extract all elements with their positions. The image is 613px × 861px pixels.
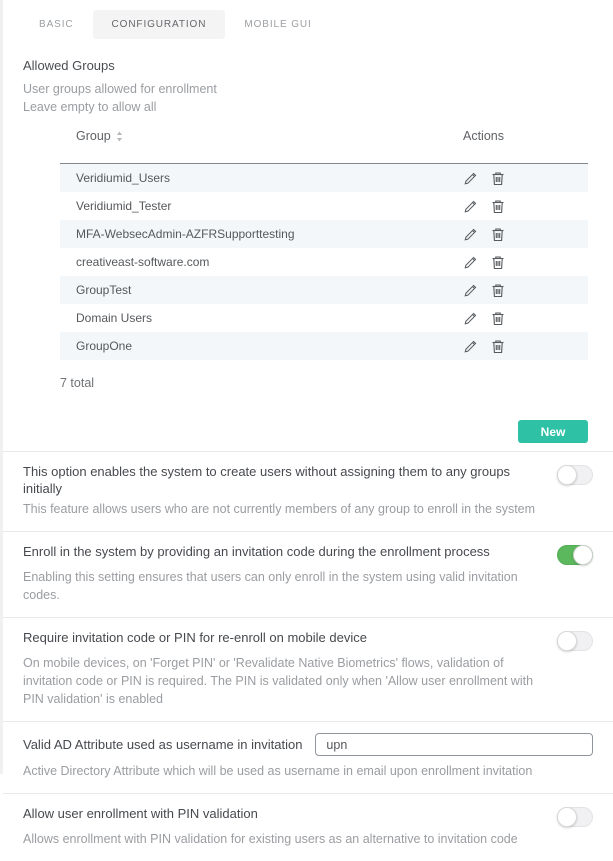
setting-title: Allow user enrollment with PIN validation bbox=[23, 806, 258, 821]
ad-attribute-label: Valid AD Attribute used as username in invitation bbox=[23, 737, 303, 752]
toggle-require-code-or-pin-reenroll[interactable] bbox=[557, 631, 593, 651]
allowed-groups-section bbox=[3, 40, 613, 443]
setting-pin-validation-enrollment bbox=[3, 793, 613, 861]
delete-icon[interactable] bbox=[491, 199, 505, 214]
group-name: Veridiumid_Tester bbox=[76, 199, 172, 213]
toggle-pin-validation-enrollment[interactable] bbox=[557, 807, 593, 827]
tab-basic[interactable]: BASIC bbox=[39, 18, 74, 30]
groups-table-body bbox=[60, 164, 588, 360]
toggle-knob bbox=[557, 465, 577, 485]
group-name: Domain Users bbox=[76, 311, 153, 325]
edit-icon[interactable] bbox=[463, 283, 478, 298]
delete-icon[interactable] bbox=[491, 255, 505, 270]
groups-table bbox=[60, 126, 588, 443]
edit-icon[interactable] bbox=[463, 339, 478, 354]
table-row bbox=[60, 192, 588, 220]
ad-attribute-input[interactable] bbox=[315, 733, 593, 756]
group-name: MFA-WebsecAdmin-AZFRSupporttesting bbox=[76, 227, 295, 241]
setting-title: This option enables the system to create users without assigning them to any groups initially bbox=[23, 464, 511, 496]
delete-icon[interactable] bbox=[491, 227, 505, 242]
setting-description: This feature allows users who are not currently members of any group to enroll in the system bbox=[23, 502, 536, 516]
group-name: GroupOne bbox=[76, 339, 133, 353]
table-row bbox=[60, 304, 588, 332]
delete-icon[interactable] bbox=[491, 339, 505, 354]
edit-icon[interactable] bbox=[463, 255, 478, 270]
delete-icon[interactable] bbox=[491, 171, 505, 186]
setting-title: Require invitation code or PIN for re-enroll on mobile device bbox=[23, 630, 367, 645]
total-count: 7 total bbox=[60, 376, 95, 390]
toggle-invitation-code-enroll[interactable] bbox=[557, 545, 593, 565]
group-name: creativeast-software.com bbox=[76, 255, 210, 269]
table-row bbox=[60, 332, 588, 360]
tab-mobile-gui[interactable]: MOBILE GUI bbox=[244, 18, 312, 30]
table-row bbox=[60, 276, 588, 304]
settings-list bbox=[3, 451, 613, 861]
edit-icon[interactable] bbox=[463, 311, 478, 326]
group-column-label: Group bbox=[76, 129, 111, 143]
group-name: Veridiumid_Users bbox=[76, 171, 171, 185]
table-row bbox=[60, 220, 588, 248]
allowed-groups-title: Allowed Groups bbox=[23, 58, 115, 73]
toggle-knob bbox=[573, 545, 593, 565]
setting-title: Enroll in the system by providing an invitation code during the enrollment process bbox=[23, 544, 490, 559]
setting-description: Enabling this setting ensures that users can only enroll in the system using valid invitation codes. bbox=[23, 570, 518, 602]
allowed-groups-description-2: Leave empty to allow all bbox=[23, 100, 157, 114]
edit-icon[interactable] bbox=[463, 171, 478, 186]
setting-invitation-code-enroll bbox=[3, 531, 613, 617]
setting-description: Allows enrollment with PIN validation for existing users as an alternative to invitation code bbox=[23, 832, 518, 846]
toggle-create-users-without-groups[interactable] bbox=[557, 465, 593, 485]
allowed-groups-description-1: User groups allowed for enrollment bbox=[23, 82, 217, 96]
new-group-button[interactable]: New bbox=[518, 420, 588, 443]
delete-icon[interactable] bbox=[491, 311, 505, 326]
table-row bbox=[60, 248, 588, 276]
setting-create-users-without-groups bbox=[3, 451, 613, 531]
edit-icon[interactable] bbox=[463, 199, 478, 214]
table-row bbox=[60, 164, 588, 192]
toggle-knob bbox=[557, 631, 577, 651]
setting-require-code-or-pin-reenroll bbox=[3, 617, 613, 721]
group-name: GroupTest bbox=[76, 283, 132, 297]
column-header-actions: Actions bbox=[463, 129, 504, 143]
column-header-group[interactable] bbox=[76, 129, 463, 143]
sort-icon[interactable] bbox=[116, 131, 123, 142]
setting-description: Active Directory Attribute which will be used as username in email upon enrollment invitation bbox=[23, 764, 533, 778]
tab-bar bbox=[3, 0, 613, 40]
edit-icon[interactable] bbox=[463, 227, 478, 242]
panel-left-edge bbox=[0, 0, 3, 774]
setting-ad-attribute bbox=[3, 721, 613, 793]
delete-icon[interactable] bbox=[491, 283, 505, 298]
toggle-knob bbox=[557, 807, 577, 827]
setting-description: On mobile devices, on 'Forget PIN' or 'Revalidate Native Biometrics' flows, validation of invitation code or PIN is required. The PIN is validated only when 'Allow user enrollment with PIN validation' is enabled bbox=[23, 656, 534, 706]
groups-table-header bbox=[60, 126, 588, 164]
tab-configuration[interactable]: CONFIGURATION bbox=[93, 10, 226, 39]
